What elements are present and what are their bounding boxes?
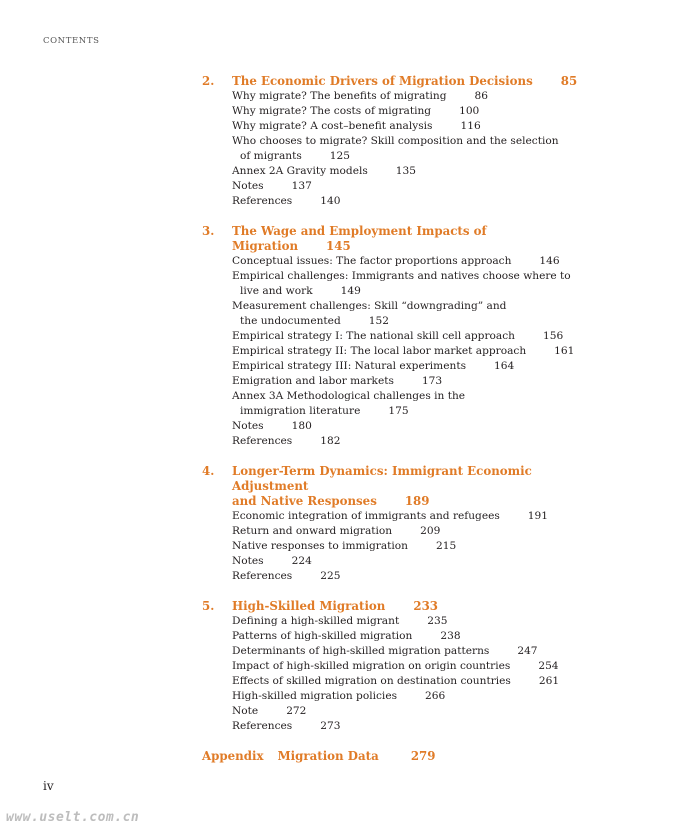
section-page: 261 [538, 675, 560, 687]
section-title: Why migrate? A cost–benefit analysis [232, 120, 433, 132]
section-title: Why migrate? The benefits of migrating [232, 90, 447, 102]
chapter-number: 3. [202, 224, 215, 238]
section-page: 135 [395, 165, 417, 177]
appendix-entry[interactable] [202, 749, 582, 764]
chapter-block [202, 74, 582, 209]
section-page: 175 [388, 405, 409, 417]
section-page: 254 [538, 660, 559, 672]
section-page: 209 [420, 525, 441, 537]
section-list [232, 89, 582, 209]
chapter-block [202, 224, 582, 449]
section-title-continued: of migrants [240, 150, 302, 162]
section-entry[interactable] [232, 254, 582, 269]
chapter-title [232, 74, 582, 89]
section-page: 173 [421, 375, 443, 387]
section-page: 140 [320, 195, 341, 207]
chapter-block [202, 599, 582, 734]
section-entry[interactable] [232, 629, 582, 644]
section-page: 225 [320, 570, 341, 582]
section-title: Empirical challenges: Immigrants and natives choose where to [232, 270, 571, 282]
section-title: Measurement challenges: Skill “downgrading” and [232, 300, 507, 312]
section-entry[interactable] [232, 89, 582, 104]
section-title: References [232, 720, 293, 732]
section-page: 164 [494, 360, 515, 372]
section-entry[interactable] [232, 689, 582, 704]
section-title: Return and onward migration [232, 525, 393, 537]
chapter-heading[interactable] [202, 599, 582, 614]
section-title-continued-line [232, 149, 582, 164]
section-list [232, 614, 582, 734]
section-page: 215 [436, 540, 457, 552]
section-title: Impact of high-skilled migration on origin countries [232, 660, 511, 672]
section-entry[interactable] [232, 299, 582, 329]
section-title: References [232, 435, 293, 447]
running-head: CONTENTS [43, 36, 100, 46]
section-entry[interactable] [232, 329, 582, 344]
section-page: 238 [440, 630, 461, 642]
chapter-number: 5. [202, 599, 215, 613]
section-title: Empirical strategy II: The local labor market approach [232, 345, 527, 357]
chapter-title [232, 599, 582, 614]
section-entry[interactable] [232, 704, 582, 719]
section-title: Who chooses to migrate? Skill composition and the selection [232, 135, 559, 147]
chapter-list [202, 74, 582, 734]
section-entry[interactable] [232, 539, 582, 554]
section-entry[interactable] [232, 104, 582, 119]
page-number: iv [43, 779, 54, 793]
section-entry[interactable] [232, 179, 582, 194]
section-entry[interactable] [232, 554, 582, 569]
section-entry[interactable] [232, 119, 582, 134]
section-page: 224 [291, 555, 312, 567]
chapter-page: 145 [326, 239, 351, 253]
section-page: 273 [320, 720, 341, 732]
section-page: 116 [460, 120, 481, 132]
chapter-heading[interactable] [202, 464, 582, 509]
section-entry[interactable] [232, 614, 582, 629]
section-entry[interactable] [232, 674, 582, 689]
section-page: 266 [425, 690, 446, 702]
section-page: 235 [427, 615, 448, 627]
section-entry[interactable] [232, 194, 582, 209]
section-page: 272 [286, 705, 307, 717]
section-list [232, 254, 582, 449]
table-of-contents [202, 74, 582, 764]
section-title: Emigration and labor markets [232, 375, 394, 387]
chapter-title-text: Longer-Term Dynamics: Immigrant Economic Adjustment [232, 464, 532, 493]
section-title: Annex 3A Methodological challenges in the [232, 390, 466, 402]
section-title: Patterns of high-skilled migration [232, 630, 413, 642]
section-title-continued: immigration literature [240, 405, 361, 417]
section-page: 100 [459, 105, 480, 117]
section-list [232, 509, 582, 584]
section-title: Empirical strategy I: The national skill cell approach [232, 330, 515, 342]
section-title: Note [232, 705, 259, 717]
section-title: Notes [232, 180, 264, 192]
section-page: 180 [291, 420, 312, 432]
chapter-heading[interactable] [202, 224, 582, 254]
section-title-continued: live and work [240, 285, 313, 297]
section-title: Notes [232, 555, 264, 567]
section-entry[interactable] [232, 569, 582, 584]
chapter-title [232, 224, 582, 254]
section-title-continued-line [232, 284, 582, 299]
section-title: Empirical strategy III: Natural experiments [232, 360, 467, 372]
section-entry[interactable] [232, 374, 582, 389]
section-page: 182 [320, 435, 341, 447]
section-entry[interactable] [232, 344, 582, 359]
section-page: 86 [474, 90, 489, 102]
section-entry[interactable] [232, 359, 582, 374]
section-title: Conceptual issues: The factor proportions approach [232, 255, 512, 267]
section-title-continued-line [232, 404, 582, 419]
section-entry[interactable] [232, 434, 582, 449]
section-entry[interactable] [232, 134, 582, 164]
section-entry[interactable] [232, 659, 582, 674]
section-title: Annex 2A Gravity models [232, 165, 368, 177]
section-entry[interactable] [232, 719, 582, 734]
section-entry[interactable] [232, 419, 582, 434]
chapter-title [232, 464, 582, 509]
section-title: References [232, 195, 293, 207]
section-page: 161 [554, 345, 575, 357]
chapter-title-text: The Wage and Employment Impacts of Migration [232, 224, 487, 253]
section-page: 149 [340, 285, 361, 297]
chapter-page: 233 [413, 599, 438, 613]
section-entry[interactable] [232, 509, 582, 524]
section-page: 137 [291, 180, 312, 192]
section-page: 152 [368, 315, 389, 327]
chapter-block [202, 464, 582, 584]
section-title: References [232, 570, 293, 582]
section-page: 146 [539, 255, 560, 267]
section-title: Effects of skilled migration on destination countries [232, 675, 511, 687]
watermark: www.uselt.com.cn [6, 810, 140, 825]
section-title: Notes [232, 420, 264, 432]
chapter-title-text-continued: and Native Responses [232, 494, 377, 508]
chapter-title-text: The Economic Drivers of Migration Decisions [232, 74, 533, 88]
chapter-number: 4. [202, 464, 215, 478]
section-page: 156 [542, 330, 564, 342]
section-page: 247 [517, 645, 538, 657]
section-entry[interactable] [232, 389, 582, 419]
section-entry[interactable] [232, 524, 582, 539]
section-page: 191 [527, 510, 549, 522]
chapter-heading[interactable] [202, 74, 582, 89]
section-title: Native responses to immigration [232, 540, 408, 552]
chapter-number: 2. [202, 74, 215, 88]
section-page: 125 [329, 150, 351, 162]
chapter-title-text: High-Skilled Migration [232, 599, 386, 613]
section-title: Defining a high-skilled migrant [232, 615, 400, 627]
section-title: Economic integration of immigrants and refugees [232, 510, 500, 522]
section-entry[interactable] [232, 164, 582, 179]
section-entry[interactable] [232, 269, 582, 299]
appendix-title: Migration Data [277, 749, 379, 763]
chapter-page: 85 [560, 74, 578, 88]
section-entry[interactable] [232, 644, 582, 659]
chapter-page: 189 [404, 494, 430, 508]
appendix-label: Appendix [202, 749, 264, 763]
section-title: High-skilled migration policies [232, 690, 398, 702]
section-title-continued-line [232, 314, 582, 329]
appendix-page: 279 [410, 749, 436, 763]
section-title-continued: the undocumented [240, 315, 341, 327]
section-title: Why migrate? The costs of migrating [232, 105, 432, 117]
section-title: Determinants of high-skilled migration patterns [232, 645, 490, 657]
